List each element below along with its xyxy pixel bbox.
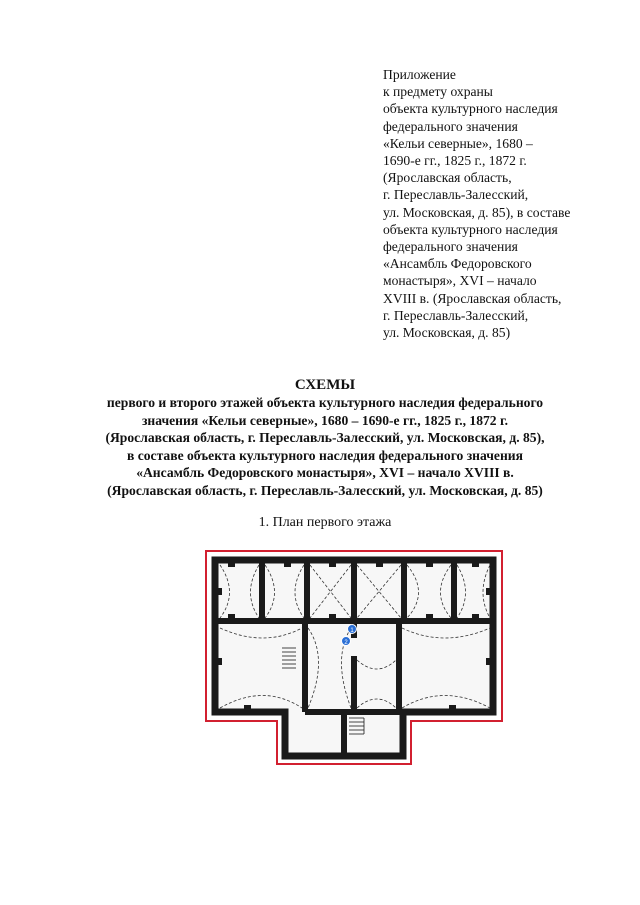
svg-text:1: 1 [350,628,354,634]
annex-line: «Кельи северные», 1680 – [383,135,533,151]
annex-line: г. Переславль-Залесский, [383,187,529,203]
heading-line: «Ансамбль Федоровского монастыря», XVI – начало XVIII в. [136,465,514,481]
annex-line: «Ансамбль Федоровского [383,256,532,272]
annex-line: к предмету охраны [383,84,493,100]
heading-line: первого и второго этажей объекта культурного наследия федерального [106,395,544,410]
marker-1 [348,625,357,635]
annex-line: объекта культурного наследия [383,101,558,117]
annex-line: (Ярославская область, [383,170,512,186]
plan-caption: 1. План первого этажа [258,515,392,530]
heading-line: (Ярославская область, г. Переславль-Залесский, ул. Московская, д. 85), [105,430,545,446]
annex-line: федерального значения [383,239,518,255]
heading-line: значения «Кельи северные», 1680 – 1690-е гг., 1825 г., 1872 г. [141,412,509,428]
annex-line: ул. Московская, д. 85) [383,325,511,341]
marker-2 [342,637,351,647]
annex-line: монастыря», XVI – начало [383,273,537,289]
heading-line: (Ярославская область, г. Переславль-Залесский, ул. Московская, д. 85) [107,482,543,498]
heading-line: в составе объекта культурного наследия федерального значения [126,447,523,463]
document-heading [60,376,590,500]
document-title: СХЕМЫ [294,377,356,393]
annex-line: 1690-е гг., 1825 г., 1872 г. [383,153,527,169]
annex-line: федерального значения [383,118,518,134]
annex-line: г. Переславль-Залесский, [383,307,529,323]
svg-text:2: 2 [344,640,348,646]
floor-plan [204,548,504,768]
annex-note [383,66,633,341]
annex-line: ул. Московская, д. 85), в составе [383,204,571,220]
annex-line: XVIII в. (Ярославская область, [383,290,562,306]
annex-line: Приложение [383,67,456,82]
annex-line: объекта культурного наследия [383,221,558,237]
